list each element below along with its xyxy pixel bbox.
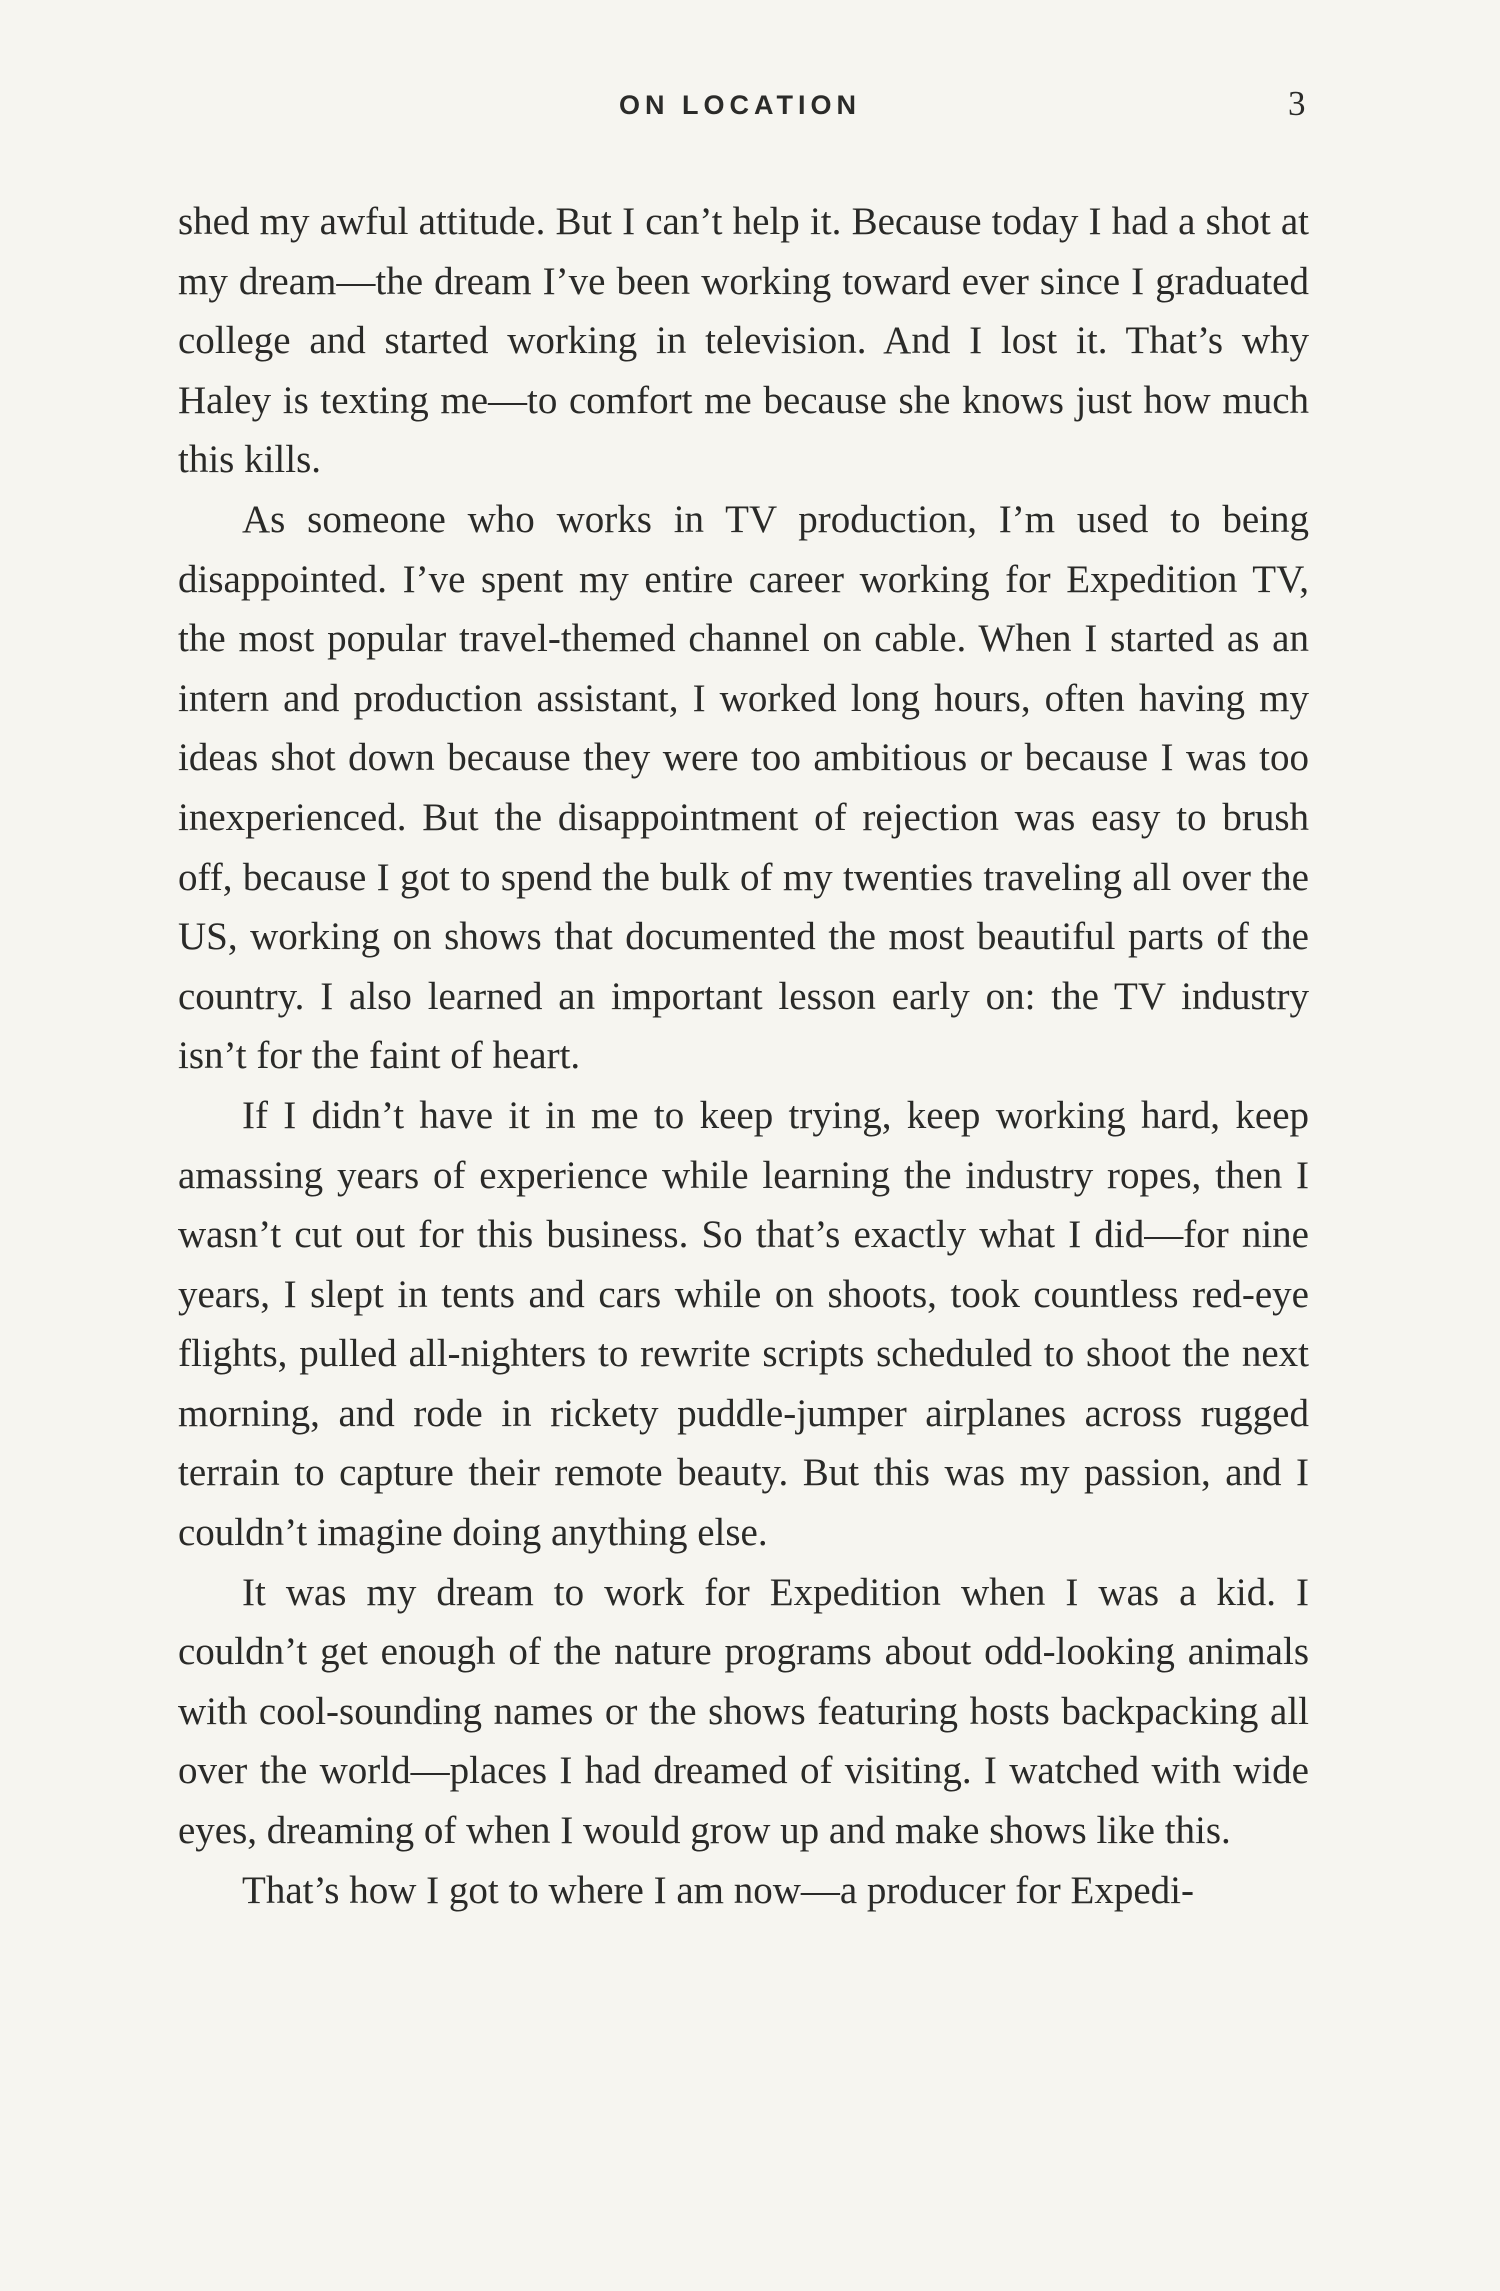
paragraph: It was my dream to work for Expedition when I was a kid. I couldn’t get enough of the nature programs about odd-looking animals with cool-sounding names or the shows featuring hosts backpacking all over the world—places I had dreamed of visiting. I watched with wide eyes, dreaming of when I would grow up and make shows like this. — [178, 1570, 1309, 1853]
paragraph: shed my awful attitude. But I can’t help it. Because today I had a shot at my dream—the dream I’ve been working toward ever since I graduated college and started working in television. And I lost it. That’s why Haley is texting me—to comfort me because she knows just how much this kills. — [178, 200, 1309, 482]
running-head — [0, 84, 1500, 124]
running-title: ON LOCATION — [619, 90, 861, 120]
paragraph: That’s how I got to where I am now—a producer for Expedi- — [242, 1868, 1194, 1912]
page-number: 3 — [1288, 84, 1306, 123]
paragraph: As someone who works in TV production, I’m used to being disappointed. I’ve spent my entire career working for Expedition TV, the most popular travel-themed channel on cable. When I started as an intern and production assistant, I worked long hours, often having my ideas shot down because they were too ambitious or because I was too inexperienced. But the disappointment of rejection was easy to brush off, because I got to spend the bulk of my twenties traveling all over the US, working on shows that documented the most beautiful parts of the country. I also learned an important lesson early on: the TV industry isn’t for the faint of heart. — [178, 497, 1309, 1078]
paragraph: If I didn’t have it in me to keep trying, keep working hard, keep amassing years of experience while learning the industry ropes, then I wasn’t cut out for this business. So that’s exactly what I did—for nine years, I slept in tents and cars while on shoots, took countless red-eye flights, pulled all-nighters to rewrite scripts scheduled to shoot the next morning, and rode in rickety puddle-jumper airplanes across rugged terrain to capture their remote beauty. But this was my passion, and I couldn’t imagine doing anything else. — [178, 1093, 1309, 1555]
body-text — [178, 192, 1309, 1920]
